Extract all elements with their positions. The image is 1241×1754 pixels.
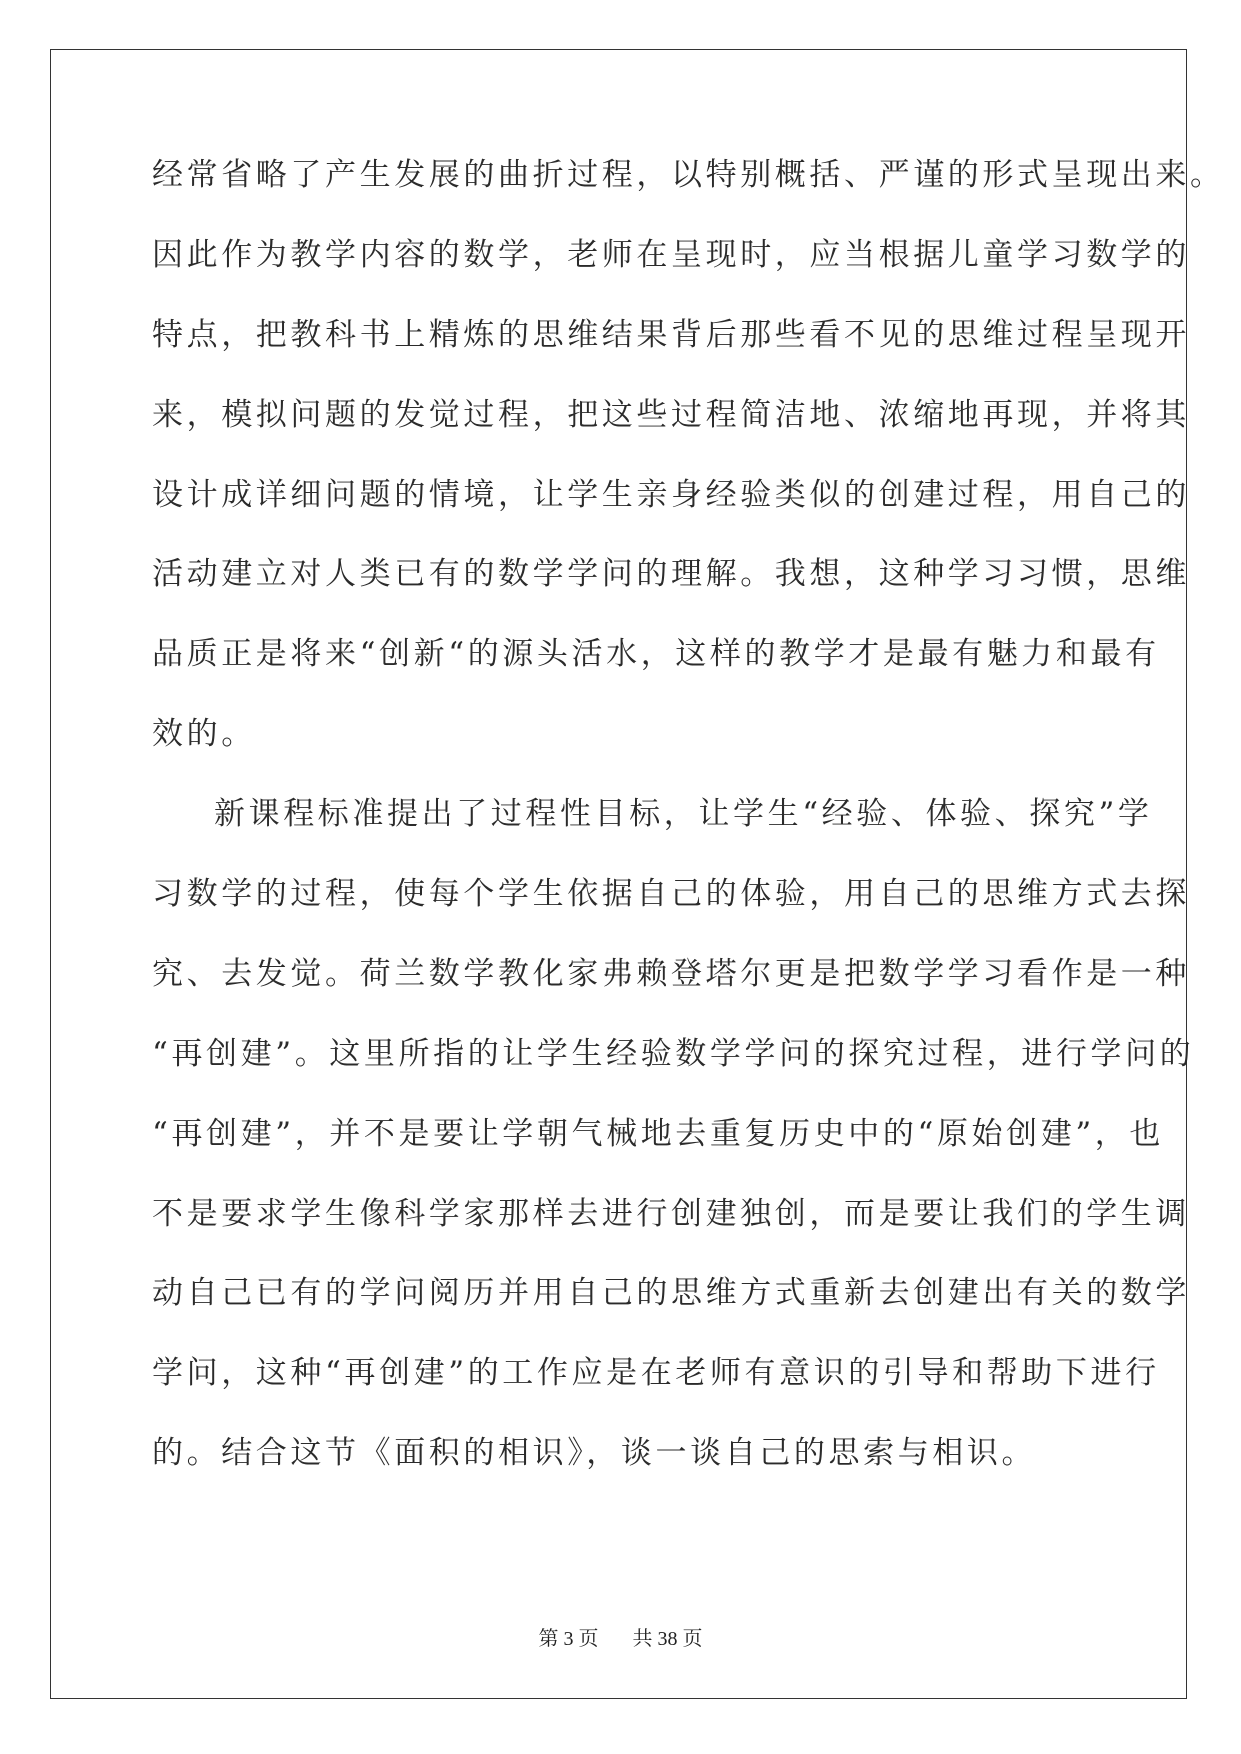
- page-number: 第 3 页: [538, 1628, 599, 1650]
- text-line: 不是要求学生像科学家那样去进行创建独创，而是要让我们的学生调: [152, 1195, 1190, 1232]
- paragraph-first-line: 新课程标准提出了过程性目标，让学生“经验、体验、探究”学: [214, 796, 1153, 833]
- text-line: 习数学的过程，使每个学生依据自己的体验，用自己的思维方式去探: [152, 876, 1190, 913]
- text-line: 因此作为教学内容的数学，老师在呈现时，应当根据儿童学习数学的: [152, 236, 1190, 273]
- text-line: 的。结合这节《面积的相识》，谈一谈自己的思索与相识。: [152, 1435, 1037, 1472]
- text-line: 特点，把教科书上精炼的思维结果背后那些看不见的思维过程呈现开: [152, 316, 1190, 353]
- text-line: 来，模拟问题的发觉过程，把这些过程简洁地、浓缩地再现，并将其: [152, 396, 1190, 433]
- page-total: 共 38 页: [632, 1628, 703, 1650]
- text-line: 效的。: [152, 716, 256, 753]
- text-line: “再创建”，并不是要让学朝气械地去重复历史中的“原始创建”，也: [152, 1115, 1164, 1152]
- text-line: 设计成详细问题的情境，让学生亲身经验类似的创建过程，用自己的: [152, 476, 1190, 513]
- document-body: [152, 156, 1225, 1514]
- page-footer: [0, 1622, 1241, 1651]
- text-line: 究、去发觉。荷兰数学教化家弗赖登塔尔更是把数学学习看作是一种: [152, 955, 1190, 992]
- text-line: 经常省略了产生发展的曲折过程，以特别概括、严谨的形式呈现出来。: [152, 157, 1225, 193]
- text-line: 学问，这种“再创建”的工作应是在老师有意识的引导和帮助下进行: [152, 1355, 1160, 1392]
- text-line: 品质正是将来“创新“的源头活水，这样的教学才是最有魅力和最有: [152, 636, 1160, 673]
- text-line: 活动建立对人类已有的数学学问的理解。我想，这种学习习惯，思维: [152, 556, 1190, 593]
- text-line: 动自己已有的学问阅历并用自己的思维方式重新去创建出有关的数学: [152, 1275, 1190, 1312]
- text-line: “再创建”。这里所指的让学生经验数学学问的探究过程，进行学问的: [152, 1035, 1195, 1072]
